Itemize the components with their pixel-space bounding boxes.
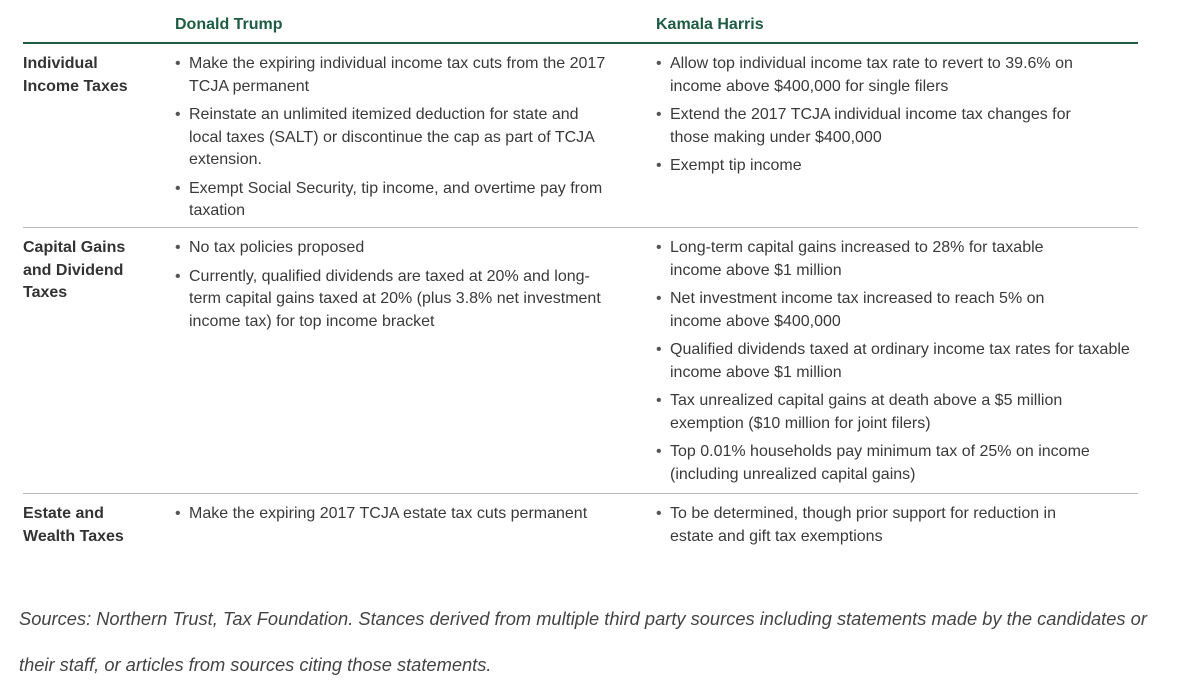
tax-comparison-table <box>23 0 1138 564</box>
list-item: • No tax policies proposed <box>175 237 625 260</box>
table-header <box>23 0 1138 44</box>
trump-cell <box>175 503 625 532</box>
list-item: • Exempt Social Security, tip income, and overtime pay from taxation <box>175 178 609 223</box>
sources-footnote: Sources: Northern Trust, Tax Foundation. Stances derived from multiple third party sources including statements made by the candidates or their staff, or articles from sources citing those statements. <box>19 608 1147 675</box>
harris-cell <box>656 237 1131 492</box>
row-label: Individual Income Taxes <box>23 55 128 95</box>
list-item: • Long-term capital gains increased to 28% for taxable income above $1 million <box>656 237 1095 282</box>
list-item: • Qualified dividends taxed at ordinary income tax rates for taxable income above $1 million <box>656 339 1130 384</box>
table-row-capital-gains-dividend-taxes <box>23 228 1138 494</box>
list-item: • Top 0.01% households pay minimum tax of 25% on income (including unrealized capital gains) <box>656 441 1090 486</box>
list-item: • Make the expiring individual income tax cuts from the 2017 TCJA permanent <box>175 53 609 98</box>
table-row-individual-income-taxes <box>23 44 1138 228</box>
column-header-harris: Kamala Harris <box>656 16 764 33</box>
harris-cell <box>656 53 1131 184</box>
list-item: • Allow top individual income tax rate to revert to 39.6% on income above $400,000 for single filers <box>656 53 1120 98</box>
list-item: • To be determined, though prior support for reduction in estate and gift tax exemptions <box>656 503 1095 548</box>
list-item: • Currently, qualified dividends are taxed at 20% and long-term capital gains taxed at 20% (plus 3.8% net investment income tax) for top income bracket <box>175 266 605 334</box>
list-item: • Net investment income tax increased to reach 5% on income above $400,000 <box>656 288 1095 333</box>
list-item: • Reinstate an unlimited itemized deduction for state and local taxes (SALT) or discontinue the cap as part of TCJA extension. <box>175 104 615 172</box>
row-label: Estate and Wealth Taxes <box>23 505 124 545</box>
trump-cell <box>175 237 625 339</box>
row-label: Capital Gains and Dividend Taxes <box>23 239 126 301</box>
column-header-trump: Donald Trump <box>175 16 283 33</box>
list-item: • Make the expiring 2017 TCJA estate tax cuts permanent <box>175 503 649 526</box>
list-item: • Exempt tip income <box>656 155 1131 178</box>
trump-cell <box>175 53 625 229</box>
list-item: • Tax unrealized capital gains at death above a $5 million exemption ($10 million for joint filers) <box>656 390 1110 435</box>
harris-cell <box>656 503 1131 554</box>
table-row-estate-wealth-taxes <box>23 494 1138 564</box>
list-item: • Extend the 2017 TCJA individual income tax changes for those making under $400,000 <box>656 104 1090 149</box>
